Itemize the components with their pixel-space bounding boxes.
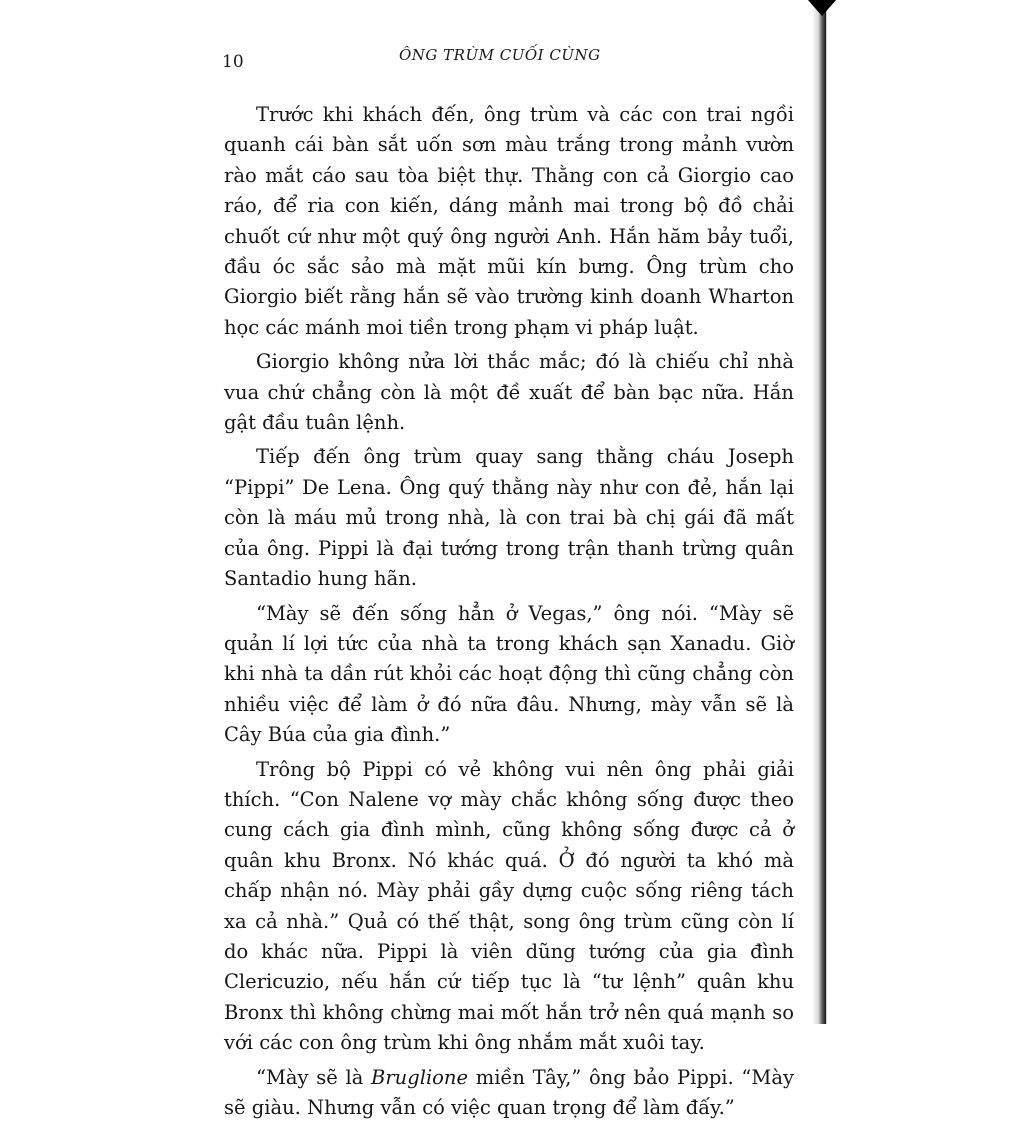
page-edge-line [826,0,827,1024]
paragraph-6-italic-term: Bruglione [371,1065,469,1089]
paragraph-6-end: miền Tây,” ông bảo Pippi. “Mày sẽ giàu. Nhưng vẫn có việc quan trọng để làm đấy.” [224,1065,794,1119]
paragraph-4: “Mày sẽ đến sống hẳn ở Vegas,” ông nói. “Mày sẽ quản lí lợi tức của nhà ta trong khách sạn Xanadu. Giờ khi nhà ta dần rút khỏi các hoạt động thì cũng chẳng còn nhiều việc để làm ở đó nữa đâu. Nhưng, mày vẫn sẽ là Cây Búa của gia đình.” [224,601,794,747]
page-number: 10 [222,52,244,72]
running-title: ÔNG TRÙM CUỐI CÙNG [399,46,601,64]
body-text [224,100,794,1123]
paragraph-1: Trước khi khách đến, ông trùm và các con trai ngồi quanh cái bàn sắt uốn sơn màu trắng trong mảnh vườn rào mắt cáo sau tòa biệt thự. Thằng con cả Giorgio cao ráo, để ria con kiến, dáng mảnh mai trong bộ đồ chải chuốt cứ như một quý ông người Anh. Hắn hăm bảy tuổi, đầu óc sắc sảo mà mặt mũi kín bưng. Ông trùm cho Giorgio biết rằng hắn sẽ vào trường kinh doanh Wharton học các mánh moi tiền trong phạm vi pháp luật. [224,103,794,339]
paragraph-2: Giorgio không nửa lời thắc mắc; đó là chiếu chỉ nhà vua chứ chẳng còn là một đề xuất để bàn bạc nữa. Hắn gật đầu tuân lệnh. [224,350,794,435]
paragraph-3: Tiếp đến ông trùm quay sang thằng cháu Joseph “Pippi” De Lena. Ông quý thằng này như con đẻ, hắn lại còn là máu mủ trong nhà, là con trai bà chị gái đã mất của ông. Pippi là đại tướng trong trận thanh trừng quân Santadio hung hãn. [224,445,794,591]
page-gutter-shadow [812,0,826,1024]
corner-triangle-mark [808,0,836,16]
paragraph-6 [224,1063,794,1123]
paragraph-6-start: “Mày sẽ là [256,1065,372,1089]
paragraph-5: Trông bộ Pippi có vẻ không vui nên ông phải giải thích. “Con Nalene vợ mày chắc không sống được theo cung cách gia đình mình, cũng không sống được cả ở quân khu Bronx. Nó khác quá. Ở đó người ta khó mà chấp nhận nó. Mày phải gầy dựng cuộc sống riêng tách xa cả nhà.” Quả có thế thật, song ông trùm cũng còn lí do khác nữa. Pippi là viên dũng tướng của gia đình Clericuzio, nếu hắn cứ tiếp tục là “tư lệnh” quân khu Bronx thì không chừng mai mốt hắn trở nên quá mạnh so với các con ông trùm khi ông nhắm mắt xuôi tay. [224,757,794,1055]
